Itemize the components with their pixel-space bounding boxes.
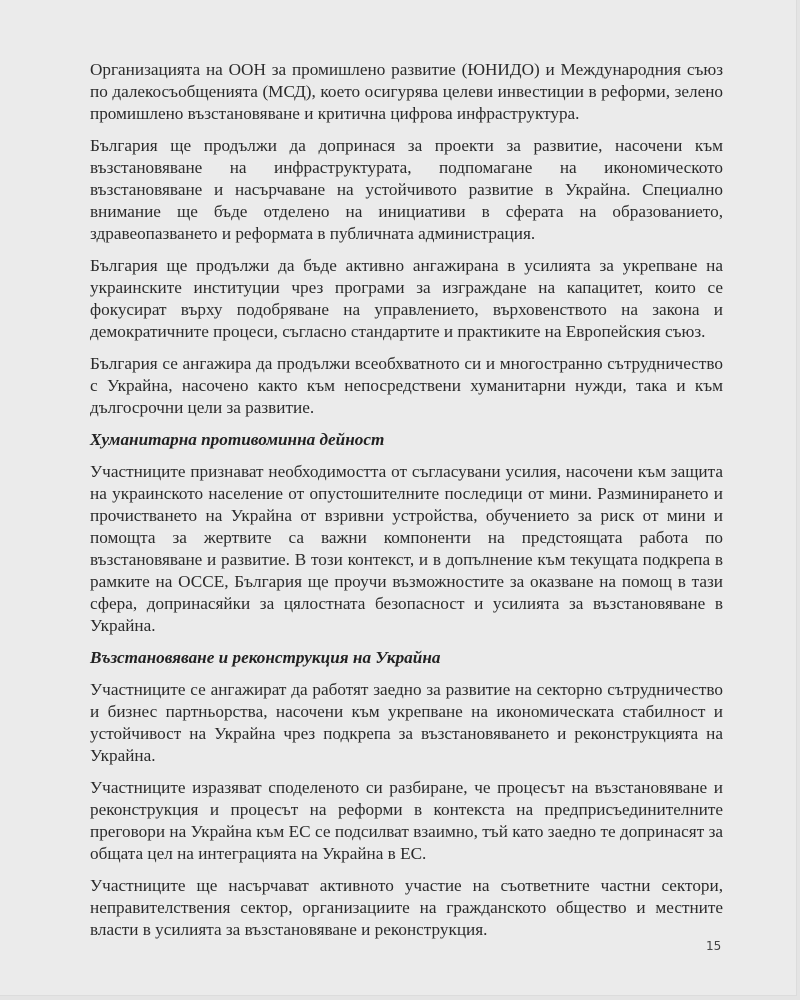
paragraph-stakeholder-participation: Участниците ще насърчават активното участие на съответните частни сектори, неправителствения сектор, организациите на гражданското общество и местните власти в усилията за възстановяване и реконструкция. [90, 876, 723, 939]
paragraph-demining: Участниците признават необходимостта от съгласувани усилия, насочени към защита на украинското население от опустошителните последици от мини. Разминирането и прочистването на Украйна от взривни устройства, обучението за риск от мини и помощта за жертвите са важни компоненти на предстоящата работа по възстановяване и развитие. В този контекст, и в допълнение към текущата подкрепа в рамките на ОССЕ, България ще проучи възможностите за оказване на помощ в тази сфера, допринасяйки за цялостната безопасност и усилията за възстановяване в Украйна. [90, 462, 723, 635]
paragraph-eu-accession: Участниците изразяват споделеното си разбиране, че процесът на възстановяване и реконструкция и процесът на реформи в контекста на предприсъединителните преговори на Украйна към ЕС се подсилват взаимно, тъй като заедно те допринасят за общата цел на интеграцията на Украйна в ЕС. [90, 778, 723, 863]
paragraph-development-projects: България ще продължи да допринася за проекти за развитие, насочени към възстановяване на инфраструктурата, подпомагане на икономическото възстановяване и насърчаване на устойчивото развитие в Украйна. Специално внимание ще бъде отделено на инициативи в сферата на образованието, здравеопазването и реформата в публичната администрация. [90, 136, 723, 243]
section-heading-demining: Хуманитарна противоминна дейност [90, 430, 385, 449]
section-heading-reconstruction: Възстановяване и реконструкция на Украйна [90, 648, 441, 667]
paragraph-unido-itu: Организацията на ООН за промишлено развитие (ЮНИДО) и Международния съюз по далекосъобщенията (МСД), което осигурява целеви инвестиции в реформи, зелено промишлено възстановяване и критична цифрова инфраструктура. [90, 60, 723, 123]
paragraph-capacity-building: България ще продължи да бъде активно ангажирана в усилията за укрепване на украинските институции чрез програми за изграждане на капацитет, които се фокусират върху подобряване на управлението, върховенството на закона и демократичните процеси, съгласно стандартите и практиките на Европейския съюз. [90, 256, 723, 341]
paragraph-cooperation-commitment: България се ангажира да продължи всеобхватното си и многостранно сътрудничество с Украйна, насочено както към непосредствени хуманитарни нужди, така и към дългосрочни цели за развитие. [90, 354, 723, 417]
paragraph-sector-cooperation: Участниците се ангажират да работят заедно за развитие на секторно сътрудничество и бизнес партньорства, насочени към укрепване на икономическата стабилност и устойчивост на Украйна чрез подкрепа за възстановяването и реконструкцията на Украйна. [90, 680, 723, 765]
page-content [90, 59, 723, 951]
page-number: 15 [706, 939, 722, 953]
